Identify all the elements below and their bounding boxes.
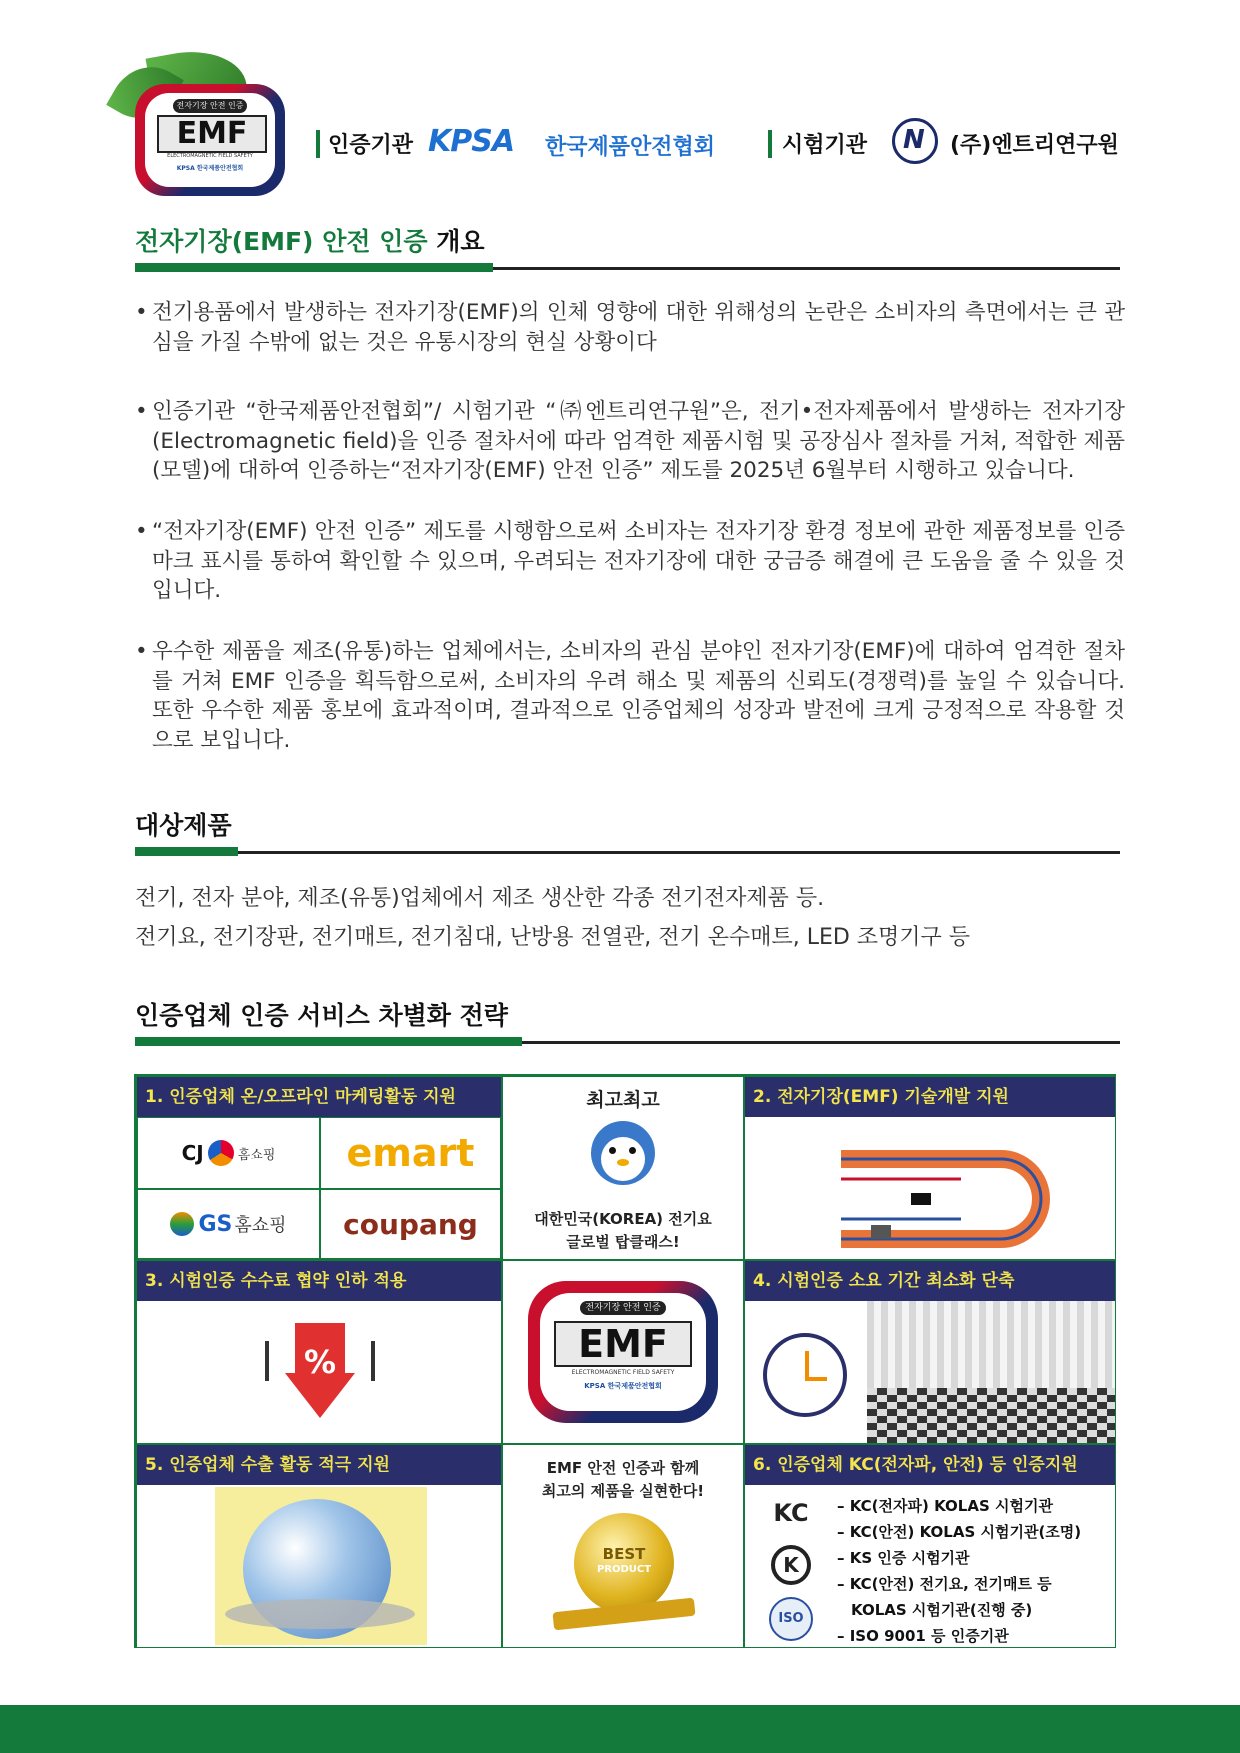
targets-rule — [135, 851, 1120, 854]
mascot-icon — [583, 1115, 663, 1195]
emf-logo-org: KPSA 한국제품안전협회 — [176, 165, 244, 172]
overview-title-green: 전자기장(EMF) 안전 인증 — [135, 227, 428, 256]
emf-logo-label: 전자기장 안전 인증 — [173, 99, 247, 113]
test-agency-label: 시험기관 — [782, 133, 868, 158]
kpsa-name: 한국제품안전협회 — [545, 135, 716, 160]
cert-line: – KC(안전) KOLAS 시험기관(조명) — [837, 1523, 1082, 1541]
strategy-title: 인증업체 인증 서비스 차별화 전략 — [135, 1001, 508, 1030]
strategy-grid — [134, 1074, 1116, 1648]
emf-logo-sub: ELECTROMAGNETIC FIELD SAFETY — [167, 153, 253, 159]
targets-line: 전기, 전자 분야, 제조(유통)업체에서 제조 생산한 각종 전기전자제품 등. — [135, 886, 825, 911]
cert-line: – KC(안전) 전기요, 전기매트 등 — [837, 1575, 1052, 1593]
divider — [316, 130, 320, 158]
kc-icon: KC — [773, 1499, 809, 1527]
ntree-name: (주)엔트리연구원 — [950, 133, 1119, 158]
emf-diagram — [781, 1129, 1081, 1249]
strategy-center-best — [502, 1444, 744, 1648]
cell-title: 2. 전자기장(EMF) 기술개발 지원 — [745, 1077, 1115, 1117]
center-line: EMF 안전 인증과 함께 — [546, 1459, 700, 1477]
coupang-logo: coupang — [320, 1189, 501, 1259]
overview-title — [135, 222, 485, 258]
emf-logo — [135, 84, 285, 196]
ntree-logo — [892, 118, 938, 164]
footer-bar — [0, 1705, 1240, 1753]
strategy-center-topclass — [502, 1076, 744, 1260]
strategy-cell-tech — [744, 1076, 1116, 1260]
cell-title: 4. 시험인증 소요 기간 최소화 단축 — [745, 1261, 1115, 1301]
center-line: 대한민국(KOREA) 전기요 — [534, 1210, 712, 1228]
cert-line: – KC(전자파) KOLAS 시험기관 — [837, 1497, 1053, 1515]
gs-logo: GS 홈쇼핑 — [137, 1189, 320, 1259]
strategy-rule-accent — [135, 1037, 522, 1046]
ks-icon: K — [771, 1545, 811, 1585]
emf-logo: 전자기장 안전 인증 EMF ELECTROMAGNETIC FIELD SAFETY KPSA 한국제품안전협회 — [528, 1281, 718, 1423]
cert-line: – KS 인증 시험기관 — [837, 1549, 970, 1567]
overview-bullet: • 인증기관 “한국제품안전협회”/ 시험기관 “㈜엔트리연구원”은, 전기•전자제품에서 발생하는 전자기장(Electromagnetic field)을 인증 절차서에 따라 엄격한 제품시험 및 공장심사 절차를 거쳐, 적합한 제품(모델)에 대하여 인증하는“전자기장(EMF) 안전 인증” 제도를 2025년 6월부터 시행하고 있습니다. — [135, 399, 1125, 483]
emart-logo: emart — [320, 1117, 501, 1189]
center-title: 최고최고 — [586, 1089, 660, 1111]
targets-products: 전기요, 전기장판, 전기매트, 전기침대, 난방용 전열관, 전기 온수매트, LED 조명기구 등 — [135, 925, 971, 950]
strategy-cell-export — [136, 1444, 502, 1648]
strategy-cell-fee — [136, 1260, 502, 1444]
iso-icon: ISO — [769, 1597, 813, 1641]
overview-title-black: 개요 — [427, 227, 485, 256]
overview-bullet: • “전자기장(EMF) 안전 인증” 제도를 시행함으로써 소비자는 전자기장 환경 정보에 관한 제품정보를 인증 마크 표시를 통하여 확인할 수 있으며, 우려되는 전자기장에 대한 궁금증 해결에 큰 도움을 줄 수 있을 것입니다. — [135, 519, 1125, 603]
overview-bullet: • 우수한 제품을 제조(유통)하는 업체에서는, 소비자의 관심 분야인 전자기장(EMF)에 대하여 엄격한 절차를 거쳐 EMF 인증을 획득함으로써, 소비자의 우려 해소 및 제품의 신뢰도(경쟁력)를 높일 수 있습니다. 또한 우수한 제품 홍보에 효과적이며, 결과적으로 인증업체의 성장과 발전에 크게 긍정적으로 작용할 것으로 보입니다. — [135, 639, 1125, 753]
divider — [768, 130, 772, 158]
strategy-cell-kc — [744, 1444, 1116, 1648]
overview-bullet: • 전기용품에서 발생하는 전자기장(EMF)의 인체 영향에 대한 위해성의 논란은 소비자의 측면에서는 큰 관심을 가질 수밖에 없는 것은 유통시장의 현실 상황이다 — [135, 300, 1125, 355]
cert-line: KOLAS 시험기관(진행 중) — [851, 1601, 1033, 1619]
clock-icon — [763, 1333, 847, 1417]
targets-title: 대상제품 — [135, 811, 232, 840]
cj-logo: CJ 홈쇼핑 — [137, 1117, 320, 1189]
emf-logo-text: EMF — [157, 115, 267, 153]
strategy-center-emf-logo — [502, 1260, 744, 1444]
cell-title: 6. 인증업체 KC(전자파, 안전) 등 인증지원 — [745, 1445, 1115, 1485]
cell-title: 3. 시험인증 수수료 협약 인하 적용 — [137, 1261, 501, 1301]
discount-icon: % — [285, 1323, 355, 1423]
anechoic-chamber-image — [867, 1301, 1115, 1443]
center-line: 최고의 제품을 실현한다! — [541, 1482, 705, 1500]
overview-rule-accent — [135, 263, 493, 272]
center-line: 글로벌 탑클래스! — [566, 1233, 680, 1251]
cj-icon — [208, 1140, 234, 1166]
cert-agency-label: 인증기관 — [328, 133, 414, 158]
targets-rule-accent — [135, 847, 238, 856]
cert-line: – ISO 9001 등 인증기관 — [837, 1627, 1009, 1645]
ntree-logo-mark: N — [903, 125, 925, 155]
best-product-medal: BEST PRODUCT — [574, 1513, 674, 1613]
cell-title: 5. 인증업체 수출 활동 적극 지원 — [137, 1445, 501, 1485]
strategy-cell-period — [744, 1260, 1116, 1444]
kpsa-logo: KPSA — [428, 124, 515, 159]
strategy-cell-marketing — [136, 1076, 502, 1260]
cell-title: 1. 인증업체 온/오프라인 마케팅활동 지원 — [137, 1077, 501, 1117]
globe-image — [215, 1487, 427, 1645]
gs-icon — [170, 1212, 194, 1236]
